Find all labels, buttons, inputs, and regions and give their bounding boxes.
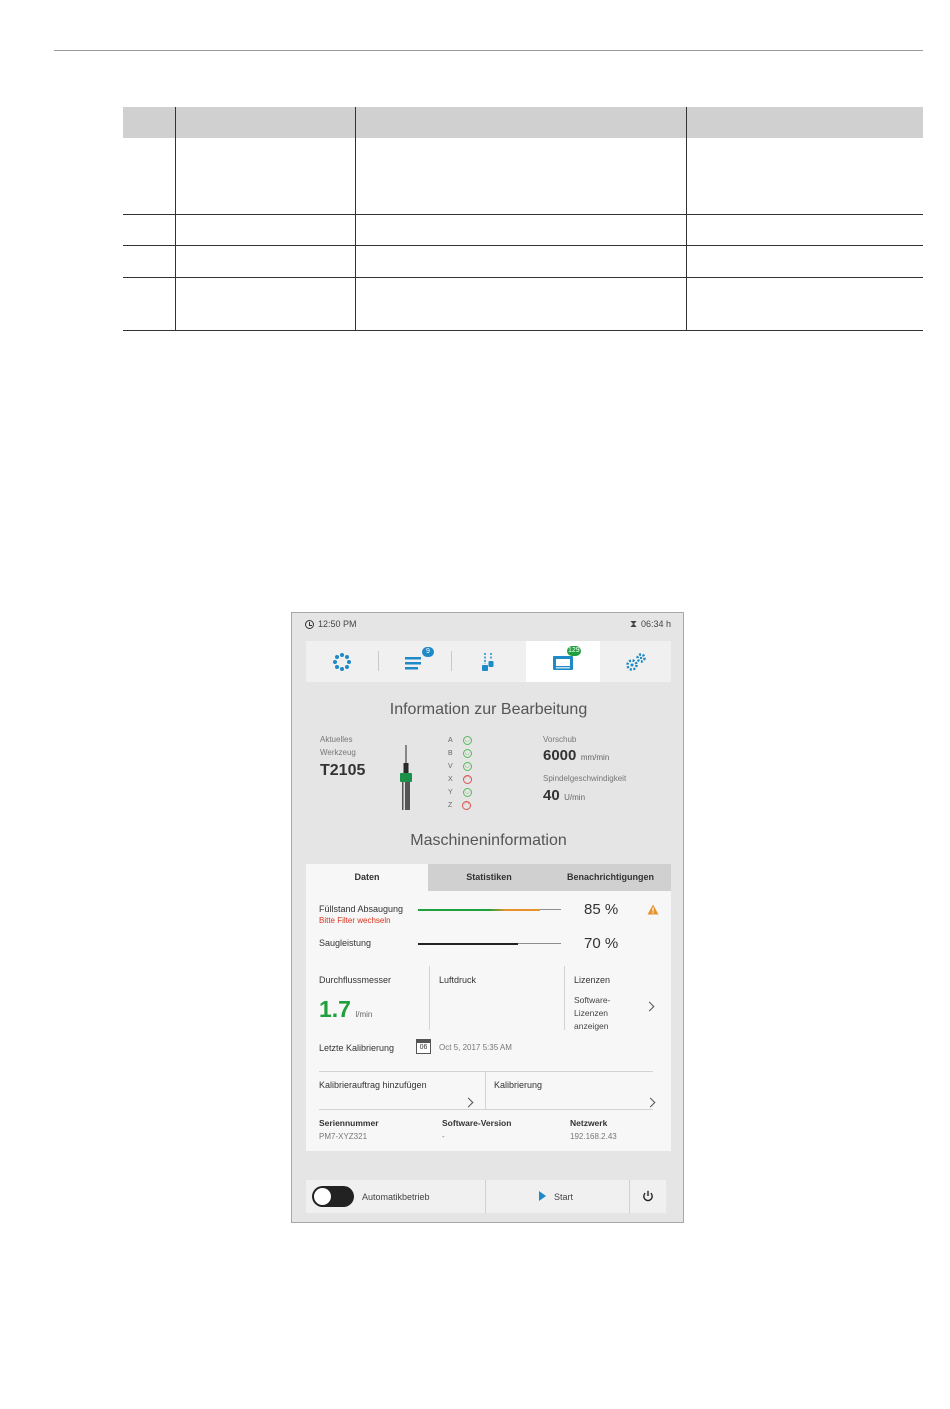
axis-row-y [448,786,472,799]
feed-value: 6000 [543,747,577,764]
warning-icon [647,904,659,915]
status-clock [305,619,357,629]
axis-row-x [448,773,472,786]
network-label: Netzwerk [570,1118,608,1128]
calibration-label: Kalibrierung [494,1080,543,1090]
axis-name: Y [448,789,453,796]
machine-tabs [306,864,671,891]
hourglass-icon: ⧗ [629,619,637,630]
flow-unit: l/min [355,1010,373,1019]
table-header-row [123,107,923,138]
spindle-unit: U/min [564,793,586,802]
calibration-button[interactable] [486,1071,653,1109]
start-label: Start [554,1192,574,1202]
feed-unit: mm/min [580,753,610,762]
machine-info-panel [306,864,671,1151]
axis-row-a [448,734,472,747]
show-licenses-link[interactable] [574,994,664,1034]
page-header-rule [54,50,923,51]
column-divider [429,966,430,1030]
tool-bit-icon [396,745,416,813]
tool-value: T2105 [320,762,366,779]
table-row [123,277,923,330]
axis-row-v [448,760,472,773]
last-calibration-date: Oct 5, 2017 5:35 AM [439,1043,512,1052]
suction-label: Saugleistung [319,938,372,948]
smiley-ok-icon: ◡ [464,762,470,769]
axis-name: Z [448,802,453,809]
axis-name: X [448,776,453,783]
power-icon [642,1190,654,1202]
spindle-label: Spindelgeschwindigkeit [543,774,627,783]
machine-count-badge: 129 [568,647,580,654]
smiley-ok-icon: ◡ [464,736,470,743]
main-nav [306,641,671,682]
serial-label: Seriennummer [319,1118,379,1128]
power-button[interactable] [630,1180,666,1213]
processing-title: Information zur Bearbeitung [389,701,588,718]
spindle-value: 40 [543,787,560,804]
document-table [123,107,923,331]
axis-name: B [448,750,453,757]
table-row [123,138,923,214]
flow-label: Durchflussmesser [319,975,392,985]
axis-row-b [448,747,472,760]
suction-bar-fill [418,943,518,945]
spindle-readout [543,787,585,805]
table-row [123,245,923,277]
tool-label-line2: Werkzeug [320,748,356,757]
chevron-right-icon [646,1098,656,1108]
feed-readout [543,747,609,765]
software-version-label: Software-Version [442,1118,512,1128]
spinner-dots-icon [332,652,352,672]
smiley-sad-icon: ◠ [464,775,470,782]
runtime-value: 06:34 h [640,619,671,629]
last-calibration-label: Letzte Kalibrierung [319,1043,395,1053]
smiley-ok-icon: ◡ [464,788,470,795]
auto-mode-toggle[interactable] [312,1186,354,1207]
nav-settings[interactable] [601,641,671,682]
calendar-day: 06 [419,1044,428,1051]
nav-queue[interactable] [379,641,451,682]
calendar-icon [416,1039,431,1054]
divider [319,1109,653,1110]
fill-warning-text: Bitte Filter wechseln [319,916,391,925]
smiley-sad-icon: ◠ [464,801,470,808]
status-runtime [630,619,671,630]
bottom-control-bar [306,1180,666,1213]
tab-statistiken[interactable]: Statistiken [466,872,512,882]
tools-icon [479,652,497,672]
add-calibration-label: Kalibrierauftrag hinzufügen [319,1080,427,1090]
network-value: 192.168.2.43 [570,1132,617,1141]
clock-icon [305,620,314,629]
flow-value: 1.7 [319,996,351,1022]
serial-value: PM7-XYZ321 [319,1132,368,1141]
nav-tools[interactable] [452,641,524,682]
licenses-label: Lizenzen [574,975,611,985]
table-row [123,214,923,245]
fill-level-bar-fill [418,909,540,911]
tool-label-line1: Aktuelles [320,735,353,744]
axis-row-z [448,799,471,812]
column-divider [564,966,565,1030]
fill-level-bar [418,909,561,910]
fill-level-value: 85 % [584,901,619,918]
toggle-knob [314,1188,331,1205]
queue-count-badge: 9 [422,647,434,657]
suction-value: 70 % [584,935,619,952]
machine-screen [291,612,684,1223]
start-button[interactable] [486,1180,629,1213]
software-version-value: - [442,1132,445,1141]
axis-name: A [448,737,453,744]
air-pressure-label: Luftdruck [439,975,477,985]
show-licenses-text: Software- Lizenzen anzeigen [574,995,611,1031]
add-calibration-button[interactable] [319,1071,484,1109]
tab-benachrichtigungen[interactable]: Benachrichtigungen [566,872,654,882]
play-icon [539,1191,546,1201]
auto-mode-label: Automatikbetrieb [362,1192,430,1202]
nav-jobs[interactable] [306,641,378,682]
status-time: 12:50 PM [318,619,357,629]
suction-bar [418,943,561,944]
chevron-right-icon [464,1098,474,1108]
fill-level-label: Füllstand Absaugung [319,904,404,914]
tab-daten[interactable]: Daten [306,864,428,891]
axis-name: V [448,763,453,770]
smiley-ok-icon: ◡ [464,749,470,756]
nav-machine[interactable] [526,641,600,682]
gears-icon [624,652,648,672]
flow-readout [319,996,372,1023]
machine-info-title: Maschineninformation [410,832,567,849]
feed-label: Vorschub [543,735,577,744]
